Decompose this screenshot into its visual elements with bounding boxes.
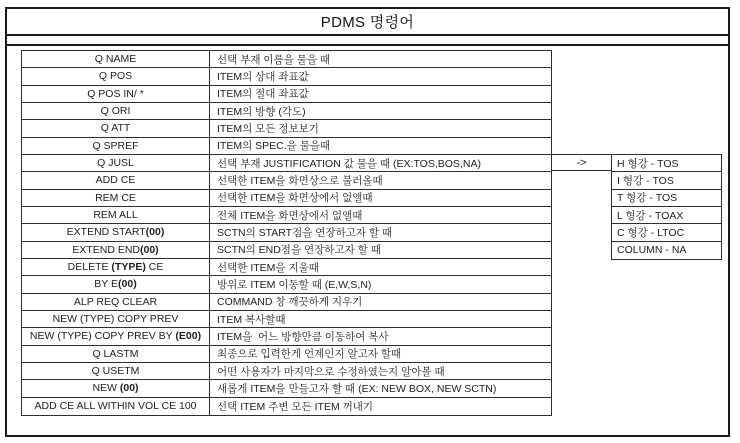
- table-row: [22, 311, 551, 328]
- description-cell: 방위로 ITEM 이동할 때 (E,W,S,N): [217, 278, 372, 291]
- description-cell: ITEM의 상대 좌표값: [217, 70, 309, 83]
- command-segment: Q SPREF: [92, 139, 139, 152]
- command-segment: ADD CE: [95, 174, 136, 187]
- description-cell: 선택 부재 JUSTIFICATION 값 물을 때 (EX:TOS,BOS,NA): [217, 157, 481, 170]
- command-segment: NEW (TYPE) COPY PREV BY: [29, 330, 176, 343]
- description-cell: 새롭게 ITEM을 만들고자 할 때 (EX: NEW BOX, NEW SCTN): [217, 382, 497, 395]
- command-cell: [22, 51, 210, 67]
- command-cell: [22, 224, 210, 240]
- command-segment: BY E: [94, 278, 119, 291]
- command-cell: [22, 328, 210, 344]
- command-cell: [22, 190, 210, 206]
- command-cell: [22, 172, 210, 188]
- command-segment: REM CE: [95, 191, 136, 204]
- table-row: [22, 294, 551, 311]
- command-segment: ADD CE ALL WITHIN VOL CE 100: [34, 400, 197, 413]
- command-segment: Q POS: [98, 70, 133, 83]
- table-row: [22, 276, 551, 293]
- side-table-row: L 형강 - TOAX: [612, 207, 721, 224]
- table-row: [22, 207, 551, 224]
- command-cell: [22, 103, 210, 119]
- table-row: [22, 398, 551, 415]
- side-table-row: COLUMN - NA: [617, 244, 687, 257]
- command-segment: CE: [145, 261, 164, 274]
- description-cell: COMMAND 창 깨끗하게 지우기: [217, 296, 363, 309]
- command-segment: (00): [140, 243, 159, 256]
- description-cell: 선택한 ITEM을 화면상에서 없앨때: [217, 192, 373, 205]
- table-row: [22, 346, 551, 363]
- side-table: [611, 154, 722, 260]
- description-cell: ITEM의 방향 (각도): [217, 105, 306, 118]
- side-table-row: C 형강 - LTOC: [612, 224, 721, 241]
- description-cell: 전체 ITEM을 화면상에서 없앨때: [217, 209, 363, 222]
- command-cell: [22, 259, 210, 275]
- content-area: [7, 46, 728, 435]
- description-cell: SCTN의 END점을 연장하고자 할 때: [217, 244, 381, 257]
- table-row: [22, 328, 551, 345]
- command-cell: [22, 207, 210, 223]
- page-title: PDMS 명령어: [320, 14, 415, 31]
- command-segment: (E00): [175, 330, 202, 343]
- header-divider: [7, 36, 728, 46]
- table-row: [22, 380, 551, 397]
- command-cell: [22, 276, 210, 292]
- command-segment: NEW (TYPE) COPY PREV: [52, 313, 179, 326]
- command-segment: (00): [118, 278, 137, 291]
- command-segment: NEW: [92, 382, 120, 395]
- command-cell: [22, 346, 210, 362]
- table-row: [22, 68, 551, 85]
- command-cell: [22, 380, 210, 396]
- command-segment: Q ORI: [100, 105, 131, 118]
- command-segment: (TYPE): [111, 261, 146, 274]
- command-segment: Q NAME: [94, 53, 137, 66]
- connector-cell: [552, 154, 611, 171]
- command-cell: [22, 155, 210, 171]
- table-row: [22, 138, 551, 155]
- command-cell: [22, 242, 210, 258]
- table-row: [22, 120, 551, 137]
- description-cell: ITEM을 어느 방향만큼 이동하여 복사: [217, 330, 389, 343]
- command-cell: [22, 311, 210, 327]
- description-cell: 어떤 사용자가 마지막으로 수정하였는지 알아볼 때: [217, 365, 445, 378]
- table-row: [22, 259, 551, 276]
- title-bar: [7, 9, 728, 36]
- table-row: [22, 103, 551, 120]
- description-cell: 선택 ITEM 주변 모든 ITEM 꺼내기: [217, 400, 374, 413]
- command-segment: Q ATT: [100, 122, 131, 135]
- side-table-row: I 형강 - TOS: [612, 172, 721, 189]
- command-cell: [22, 120, 210, 136]
- description-cell: ITEM 복사할때: [217, 313, 286, 326]
- command-segment: REM ALL: [93, 209, 138, 222]
- command-cell: [22, 138, 210, 154]
- table-row: [22, 155, 551, 172]
- table-row: [22, 51, 551, 68]
- command-segment: Q LASTM: [92, 347, 139, 360]
- main-table: [21, 50, 552, 416]
- command-segment: DELETE: [67, 261, 112, 274]
- command-segment: EXTEND END: [72, 243, 140, 256]
- description-cell: 선택한 ITEM을 화면상으로 불러올때: [217, 174, 383, 187]
- command-segment: ALP REQ CLEAR: [73, 295, 158, 308]
- command-cell: [22, 363, 210, 379]
- description-cell: 최종으로 입력한게 언제인지 알고자 할때: [217, 348, 402, 361]
- table-row: [22, 224, 551, 241]
- description-cell: SCTN의 START점을 연장하고자 할 때: [217, 226, 393, 239]
- command-segment: (00): [145, 226, 165, 239]
- table-row: [22, 242, 551, 259]
- command-cell: [22, 86, 210, 102]
- command-segment: (00): [119, 382, 139, 395]
- command-segment: EXTEND START: [66, 226, 146, 239]
- description-cell: ITEM의 모든 정보보기: [217, 122, 319, 135]
- command-cell: [22, 68, 210, 84]
- side-table-row: H 형강 - TOS: [612, 155, 721, 172]
- table-row: [22, 172, 551, 189]
- side-table-row: T 형강 - TOS: [612, 190, 721, 207]
- table-row: [22, 190, 551, 207]
- document-frame: [5, 7, 730, 437]
- description-cell: ITEM의 SPEC.을 물을때: [217, 140, 331, 153]
- command-cell: [22, 398, 210, 415]
- table-row: [22, 86, 551, 103]
- command-segment: Q USETM: [91, 365, 140, 378]
- table-row: [22, 363, 551, 380]
- command-segment: Q POS IN/ *: [87, 87, 144, 100]
- description-cell: ITEM의 절대 좌표값: [217, 88, 309, 101]
- description-cell: 선택한 ITEM을 지울때: [217, 261, 319, 274]
- command-cell: [22, 294, 210, 310]
- command-segment: Q JUSL: [97, 157, 134, 170]
- description-cell: 선택 부재 이름을 물을 때: [217, 53, 331, 66]
- arrow-right-icon: ->: [576, 156, 587, 169]
